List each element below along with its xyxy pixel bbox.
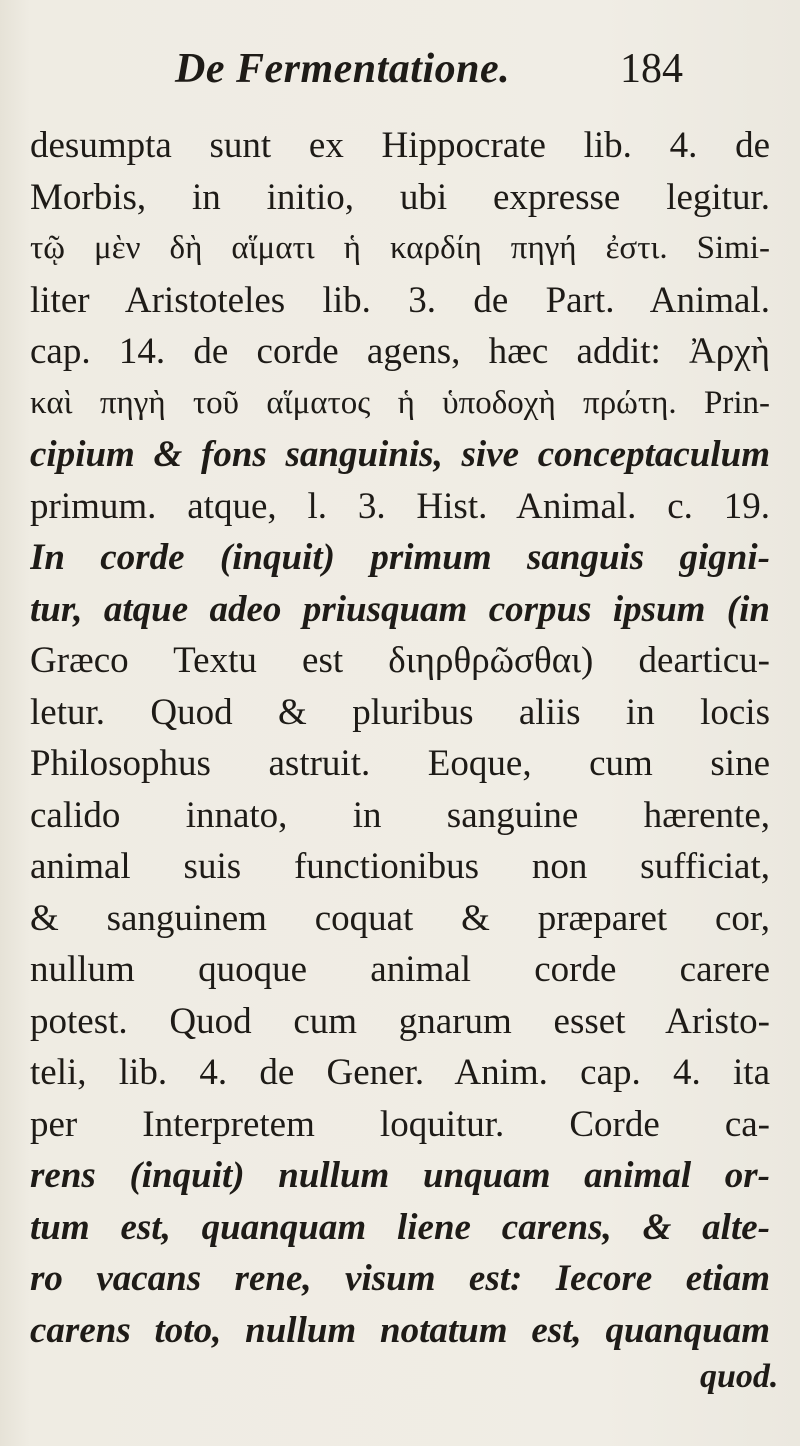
text-line: liter Aristoteles lib. 3. de Part. Animal. <box>30 279 770 321</box>
text-line: teli, lib. 4. de Gener. Anim. cap. 4. ita <box>30 1052 770 1093</box>
text-line: desumpta sunt ex Hippocrate lib. 4. de <box>30 125 770 166</box>
text-line: Philosophus astruit. Eoque, cum sine <box>30 743 770 784</box>
text-line: ro vacans rene, visum est: Iecore etiam <box>30 1258 770 1299</box>
text-line: Morbis, in initio, ubi expresse legitur. <box>30 176 770 218</box>
text-line: τῷ μὲν δὴ αἵματι ἡ καρδίη πηγή ἐστι. Simi- <box>30 230 770 266</box>
running-title: De Fermentatione. <box>175 46 511 92</box>
text-line: καὶ πηγὴ τοῦ αἵματος ἡ ὑποδοχὴ πρώτη. Prin- <box>30 384 770 421</box>
text-line: primum. atque, l. 3. Hist. Animal. c. 19. <box>30 485 770 527</box>
text-line: per Interpretem loquitur. Corde ca- <box>30 1103 770 1145</box>
page-number: 184 <box>620 46 683 92</box>
text-line: In corde (inquit) primum sanguis gigni- <box>30 537 770 578</box>
text-line: calido innato, in sanguine hærente, <box>30 794 770 836</box>
page-header <box>0 45 800 105</box>
text-line: tum est, quanquam liene carens, & alte- <box>30 1206 770 1248</box>
text-line: nullum quoque animal corde carere <box>30 949 770 990</box>
catchword: quod. <box>700 1358 779 1395</box>
text-line: & sanguinem coquat & præparet cor, <box>30 897 770 939</box>
text-line: Græco Textu est διηρθρῶσθαι) dearticu- <box>30 640 770 681</box>
text-line: cap. 14. de corde agens, hæc addit: Ἀρχὴ <box>30 331 770 372</box>
text-line: animal suis functionibus non sufficiat, <box>30 846 770 887</box>
text-line: rens (inquit) nullum unquam animal or- <box>30 1155 770 1196</box>
text-line: letur. Quod & pluribus aliis in locis <box>30 691 770 733</box>
text-line: cipium & fons sanguinis, sive conceptaculum <box>30 434 770 475</box>
text-line: carens toto, nullum notatum est, quanquam <box>30 1309 770 1351</box>
body-text <box>30 120 770 1356</box>
text-line: potest. Quod cum gnarum esset Aristo- <box>30 1000 770 1042</box>
text-line: tur, atque adeo priusquam corpus ipsum (in <box>30 588 770 630</box>
